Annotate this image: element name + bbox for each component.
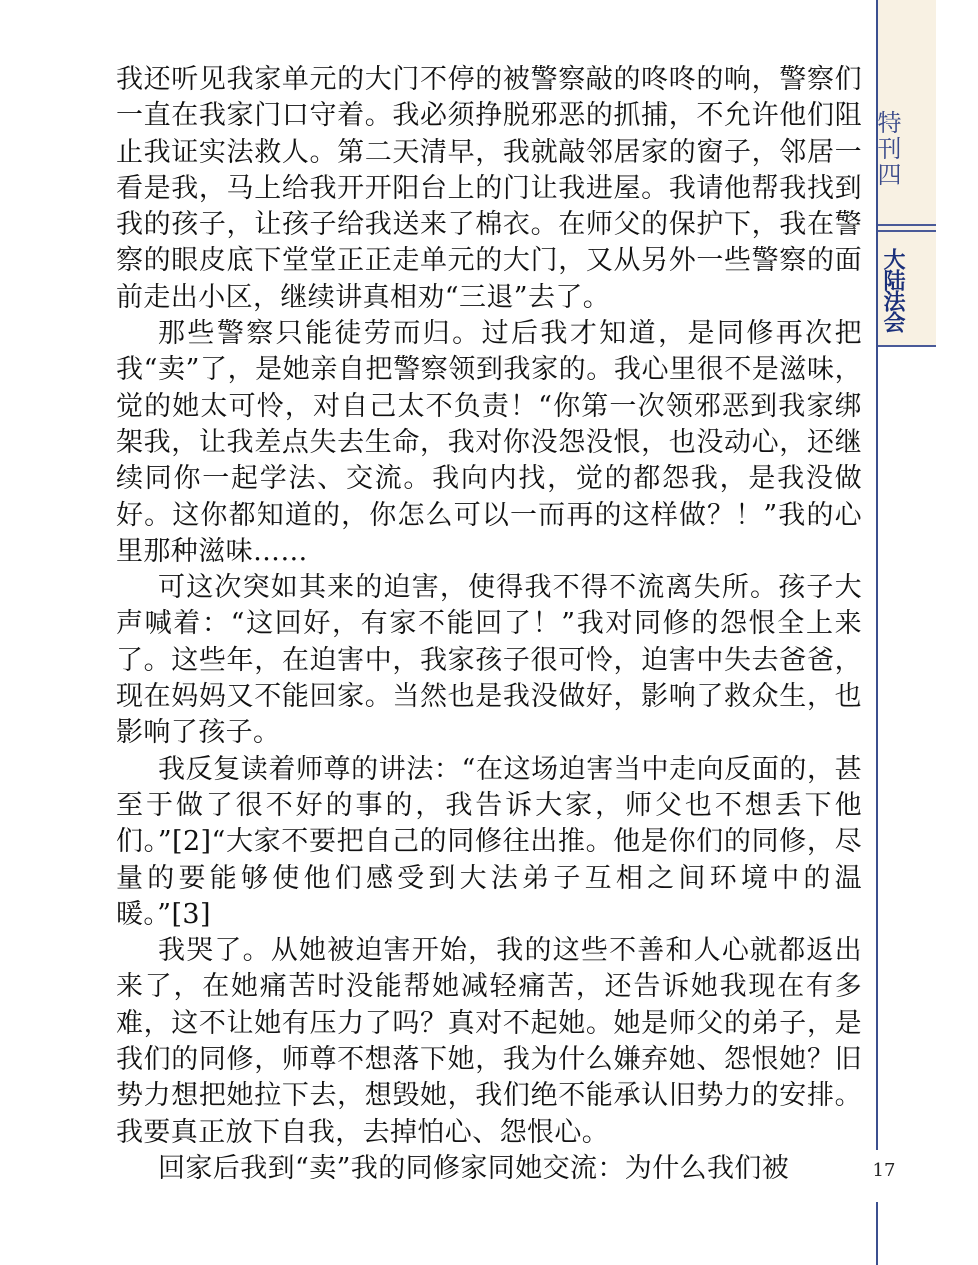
issue-label: 特刊四	[873, 110, 901, 188]
article-body	[116, 62, 862, 1187]
paragraph-6: 回家后我到“卖”我的同修家同她交流：为什么我们被	[158, 1152, 790, 1184]
tab-divider-second	[878, 230, 936, 232]
paragraph-4: 我反复读着师尊的讲法：“在这场迫害当中走向反面的，甚至于做了很不好的事的，我告诉大家，师父也不想丢下他们。”[2]“大家不要把自己的同修往出推。他是你们的同修，尽量的要能够使他们感受到大法弟子互相之间环境中的温暖。”[3]	[116, 753, 862, 930]
paragraph-5: 我哭了。从她被迫害开始，我的这些不善和人心就都返出来了，在她痛苦时没能帮她减轻痛苦，还告诉她我现在有多难，这不让她有压力了吗？真对不起她。她是师父的弟子，是我们的同修，师尊不想落下她，我为什么嫌弃她、怨恨她？旧势力想把她拉下去，想毁她，我们绝不能承认旧势力的安排。我要真正放下自我，去掉怕心、怨恨心。	[116, 935, 862, 1148]
paragraph-2: 那些警察只能徒劳而归。过后我才知道，是同修再次把我“卖”了，是她亲自把警察领到我家的。我心里很不是滋味，觉的她太可怜，对自己太不负责！“你第一次领邪恶到我家绑架我，让我差点失去生命，我对你没怨没恨，也没动心，还继续同你一起学法、交流。我向内找，觉的都怨我，是我没做好。这你都知道的，你怎么可以一而再的这样做？！”我的心里那种滋味……	[116, 318, 862, 567]
section-label: 大陆法会	[880, 248, 905, 332]
paragraph-3: 可这次突如其来的迫害，使得我不得不流离失所。孩子大声喊着：“这回好，有家不能回了！”我对同修的怨恨全上来了。这些年，在迫害中，我家孩子很可怜，迫害中失去爸爸，现在妈妈又不能回家。当然也是我没做好，影响了救众生，也影响了孩子。	[116, 572, 862, 749]
margin-rule	[876, 0, 878, 1265]
paragraph-1: 我还听见我家单元的大门不停的被警察敲的咚咚的响，警察们一直在我家门口守着。我必须挣脱邪恶的抓捕，不允许他们阻止我证实法救人。第二天清早，我就敲邻居家的窗子，邻居一看是我，马上给我开开阳台上的门让我进屋。我请他帮我找到我的孩子，让孩子给我送来了棉衣。在师父的保护下，我在警察的眼皮底下堂堂正正走单元的大门，又从另外一些警察的面前走出小区，继续讲真相劝“三退”去了。	[116, 64, 862, 313]
tab-divider-bottom	[878, 345, 936, 347]
page-number: 17	[872, 1160, 896, 1181]
tab-divider-top	[878, 224, 936, 226]
